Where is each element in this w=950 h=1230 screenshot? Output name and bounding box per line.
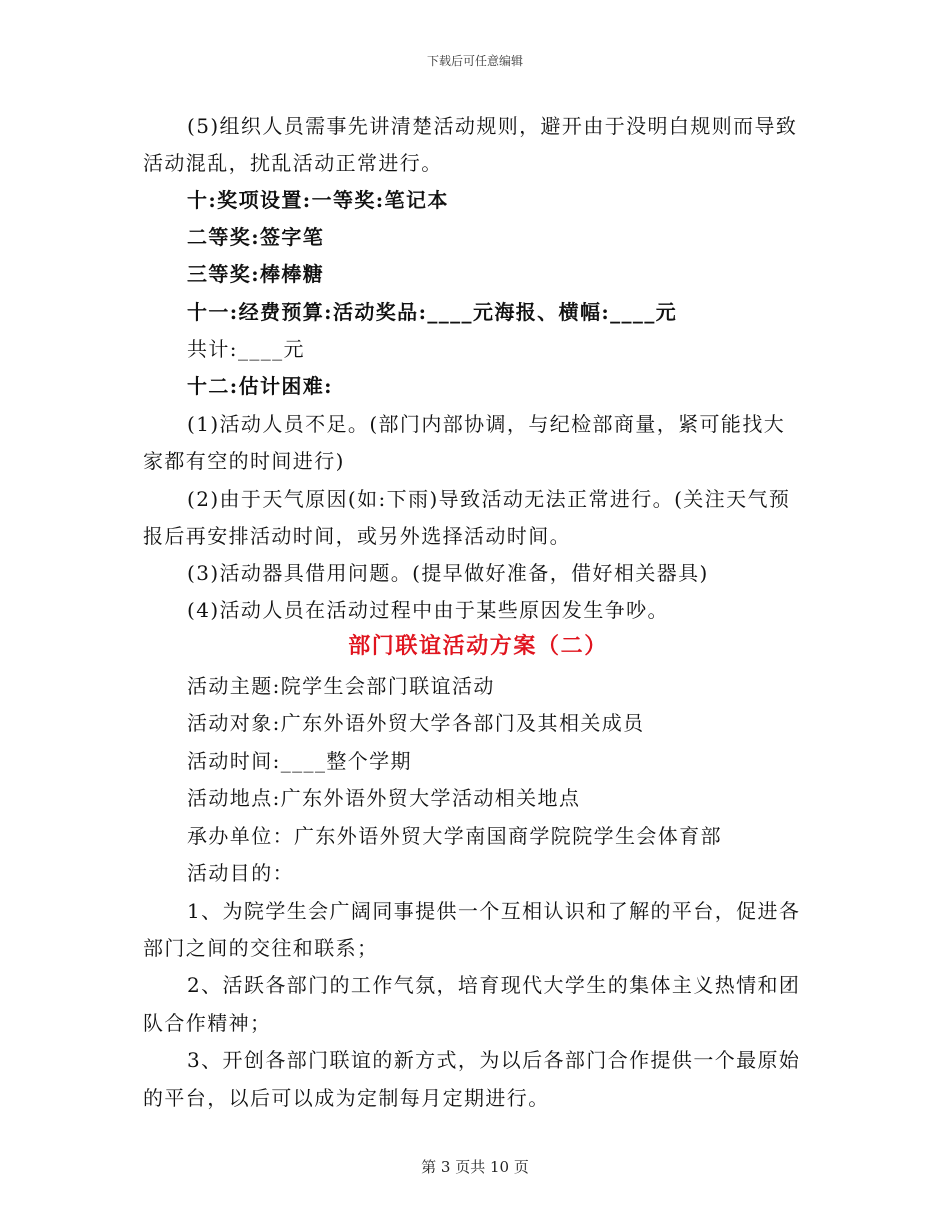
- paragraph-line: 2、活跃各部门的工作气氛，培育现代大学生的集体主义热情和团: [187, 973, 801, 997]
- paragraph-line: (5)组织人员需事先讲清楚活动规则，避开由于没明白规则而导致: [187, 114, 798, 138]
- page-footer: 第 3 页共 10 页: [421, 1158, 529, 1176]
- section-title: 部门联谊活动方案（二）: [348, 633, 608, 659]
- paragraph-line: 部门之间的交往和联系；: [143, 936, 379, 960]
- award-second: 二等奖:签字笔: [187, 225, 325, 249]
- paragraph-line: 报后再安排活动时间，或另外选择活动时间。: [143, 524, 571, 548]
- paragraph-line: 活动混乱，扰乱活动正常进行。: [143, 151, 443, 175]
- budget-total: 共计:____元: [187, 337, 305, 361]
- paragraph-line: (2)由于天气原因(如:下雨)导致活动无法正常进行。(关注天气预: [187, 487, 791, 511]
- activity-purpose-heading: 活动目的：: [187, 861, 294, 885]
- paragraph-line: 1、为院学生会广阔同事提供一个互相认识和了解的平台，促进各: [187, 899, 801, 923]
- page-header: 下载后可任意编辑: [426, 54, 523, 68]
- paragraph-line: (4)活动人员在活动过程中由于某些原因发生争吵。: [187, 598, 669, 622]
- activity-time: 活动时间:____整个学期: [187, 749, 412, 773]
- award-third: 三等奖:棒棒糖: [187, 262, 325, 286]
- activity-location: 活动地点:广东外语外贸大学活动相关地点: [187, 786, 581, 810]
- paragraph-line: 队合作精神；: [143, 1011, 272, 1035]
- organizer: 承办单位：广东外语外贸大学南国商学院院学生会体育部: [187, 824, 722, 848]
- award-heading: 十:奖项设置:一等奖:笔记本: [187, 188, 449, 212]
- paragraph-line: (1)活动人员不足。(部门内部协调，与纪检部商量，紧可能找大: [187, 412, 786, 436]
- paragraph-line: (3)活动器具借用问题。(提早做好准备，借好相关器具): [187, 561, 709, 585]
- activity-target: 活动对象:广东外语外贸大学各部门及其相关成员: [187, 711, 645, 735]
- paragraph-line: 家都有空的时间进行): [143, 449, 345, 473]
- difficulties-heading: 十二:估计困难:: [187, 374, 333, 398]
- paragraph-line: 的平台，以后可以成为定制每月定期进行。: [143, 1086, 550, 1110]
- activity-theme: 活动主题:院学生会部门联谊活动: [187, 674, 495, 698]
- paragraph-line: 3、开创各部门联谊的新方式，为以后各部门合作提供一个最原始: [187, 1048, 801, 1072]
- budget-heading: 十一:经费预算:活动奖品:____元海报、横幅:____元: [187, 300, 678, 324]
